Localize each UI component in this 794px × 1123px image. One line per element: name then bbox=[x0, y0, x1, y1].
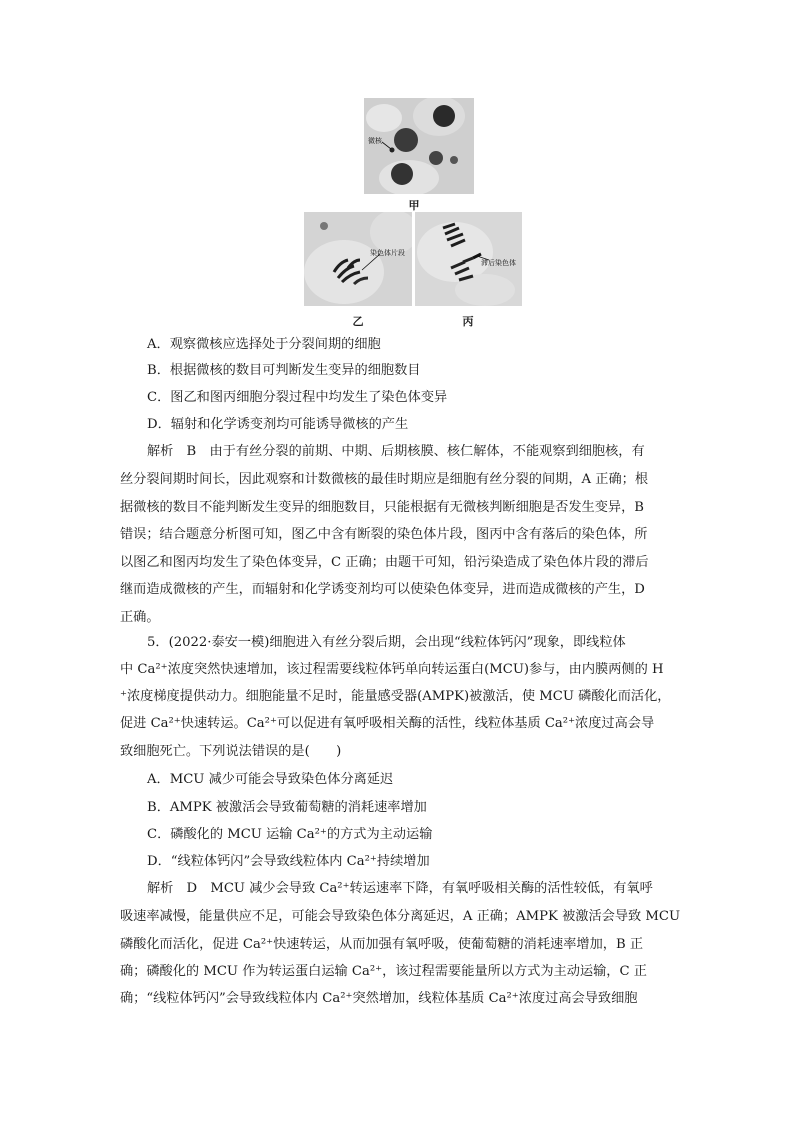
q4-analysis-line: 错误；结合题意分析图可知，图乙中含有断裂的染色体片段，图丙中含有落后的染色体，所 bbox=[120, 527, 648, 542]
q5-analysis-line: 解析 D MCU 减少会导致 Ca²⁺转运速率下降，有氧呼吸相关酶的活性较低，有氧呼 bbox=[147, 881, 653, 896]
micrograph-b-image bbox=[304, 212, 412, 306]
micrograph-a-image bbox=[364, 98, 474, 194]
lagging-chromosome-label: 滞后染色体 bbox=[481, 259, 516, 267]
q4-option-c: C．图乙和图丙细胞分裂过程中均发生了染色体变异 bbox=[147, 390, 448, 405]
q4-option-d: D．辐射和化学诱变剂均可能诱导微核的产生 bbox=[147, 417, 409, 432]
q5-analysis-line: 确；“线粒体钙闪”会导致线粒体内 Ca²⁺突然增加，线粒体基质 Ca²⁺浓度过高会导致细胞 bbox=[120, 991, 638, 1006]
panel-a-caption: 甲 bbox=[408, 199, 420, 212]
q5-option-b: B．AMPK 被激活会导致葡萄糖的消耗速率增加 bbox=[147, 800, 427, 815]
q5-option-a: A．MCU 减少可能会导致染色体分离延迟 bbox=[147, 772, 394, 787]
q5-stem-line: 致细胞死亡。下列说法错误的是( ) bbox=[120, 744, 342, 759]
q5-stem-line: ⁺浓度梯度提供动力。细胞能量不足时，能量感受器(AMPK)被激活，使 MCU 磷酸化而活化， bbox=[120, 689, 671, 704]
micrograph-b bbox=[304, 212, 412, 306]
q5-analysis-line: 确；磷酸化的 MCU 作为转运蛋白运输 Ca²⁺，该过程需要能量所以方式为主动运输，C 正 bbox=[120, 964, 647, 979]
q5-analysis-line: 吸速率减慢，能量供应不足，可能会导致染色体分离延迟，A 正确；AMPK 被激活会导致 MCU bbox=[120, 909, 681, 924]
q4-analysis-line: 以图乙和图丙均发生了染色体变异，C 正确；由题干可知，铅污染造成了染色体片段的滞后 bbox=[120, 555, 649, 570]
q5-stem-line: 促进 Ca²⁺快速转运。Ca²⁺可以促进有氧呼吸相关酶的活性，线粒体基质 Ca²⁺浓度过高会导 bbox=[120, 716, 655, 731]
q4-analysis-line: 正确。 bbox=[120, 610, 160, 625]
q4-option-a: A．观察微核应选择处于分裂间期的细胞 bbox=[147, 337, 381, 352]
q4-analysis-line: 继而造成微核的产生，而辐射和化学诱变剂均可以使染色体变异，进而造成微核的产生，D bbox=[120, 582, 645, 597]
chromosome-fragment-label: 染色体片段 bbox=[370, 249, 405, 257]
q5-option-c: C．磷酸化的 MCU 运输 Ca²⁺的方式为主动运输 bbox=[147, 827, 433, 842]
q5-stem-line: 中 Ca²⁺浓度突然快速增加，该过程需要线粒体钙单向转运蛋白(MCU)参与，由内膜两侧的 H bbox=[120, 662, 664, 677]
q4-analysis-line: 据微核的数目不能判断发生变异的细胞数目，只能根据有无微核判断细胞是否发生变异，B bbox=[120, 500, 644, 515]
micrograph-a bbox=[364, 98, 474, 194]
micrograph-c bbox=[415, 212, 522, 306]
panel-c-caption: 丙 bbox=[462, 315, 474, 328]
micronucleus-label: 微核 bbox=[368, 137, 382, 145]
q5-option-d: D．“线粒体钙闪”会导致线粒体内 Ca²⁺持续增加 bbox=[147, 854, 430, 869]
q5-stem-line: 5．(2022·泰安一模)细胞进入有丝分裂后期，会出现“线粒体钙闪”现象，即线粒体 bbox=[147, 635, 626, 650]
panel-b-caption: 乙 bbox=[352, 315, 364, 328]
q4-option-b: B．根据微核的数目可判断发生变异的细胞数目 bbox=[147, 363, 421, 378]
q4-analysis-line: 丝分裂间期时间长，因此观察和计数微核的最佳时期应是细胞有丝分裂的间期，A 正确；根 bbox=[120, 472, 649, 487]
q5-analysis-line: 磷酸化而活化，促进 Ca²⁺快速转运，从而加强有氧呼吸，使葡萄糖的消耗速率增加，B 正 bbox=[120, 937, 644, 952]
q4-analysis-line: 解析 B 由于有丝分裂的前期、中期、后期核膜、核仁解体，不能观察到细胞核，有 bbox=[147, 444, 645, 459]
